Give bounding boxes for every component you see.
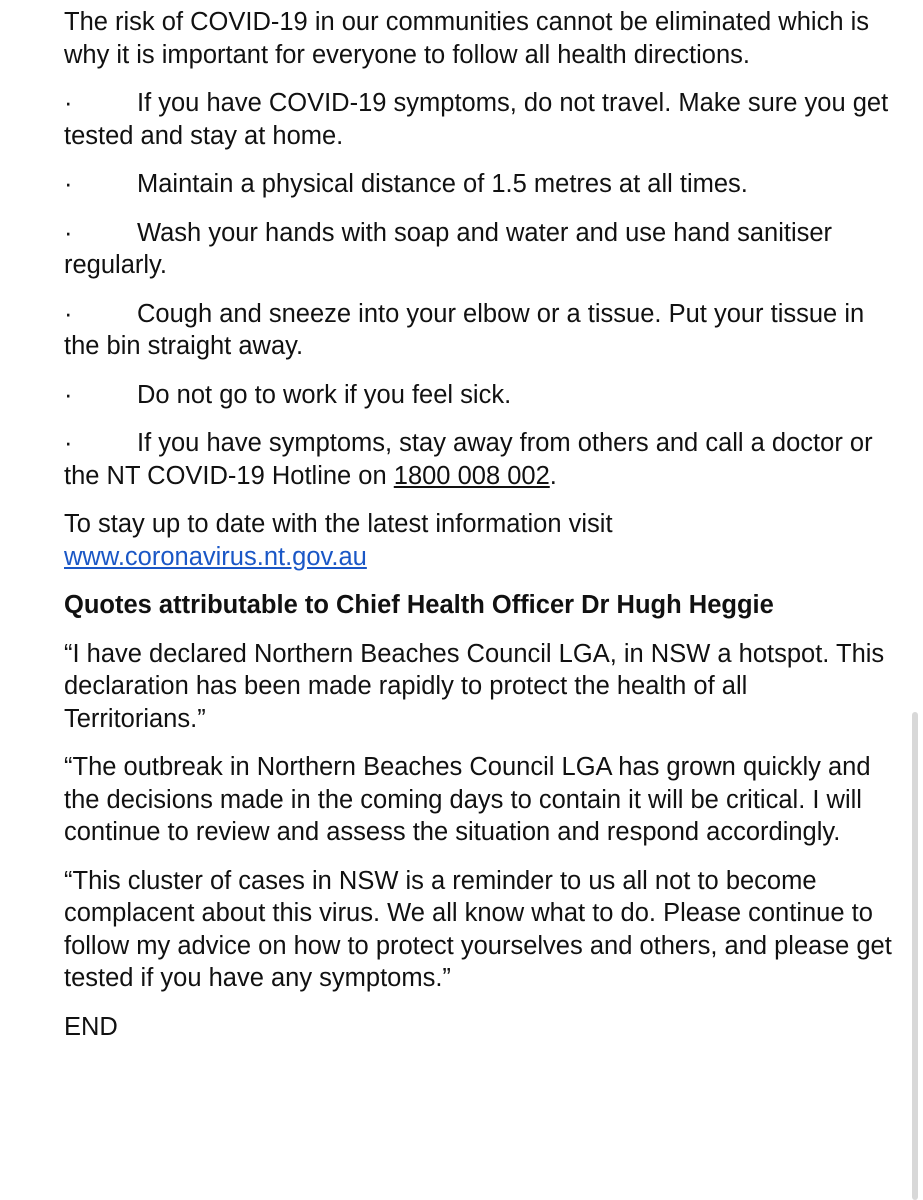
info-paragraph <box>64 508 894 573</box>
bullet-text: If you have COVID-19 symptoms, do not travel. Make sure you get tested and stay at home. <box>64 89 889 150</box>
vertical-scrollbar[interactable] <box>912 712 918 1200</box>
bullet-marker: · <box>64 380 73 409</box>
bullet-marker: · <box>64 429 73 457</box>
bullet-text: Maintain a physical distance of 1.5 metres at all times. <box>137 170 748 198</box>
bullet-end-punctuation: . <box>549 461 557 490</box>
bullet-marker: · <box>64 218 73 247</box>
bullet-item <box>64 217 894 282</box>
intro-paragraph: The risk of COVID-19 in our communities cannot be eliminated which is why it is important for everyone to follow all health directions. <box>64 8 870 69</box>
bullet-item <box>64 87 894 152</box>
website-link[interactable]: www.coronavirus.nt.gov.au <box>64 542 367 571</box>
quote-paragraph: “I have declared Northern Beaches Council LGA, in NSW a hotspot. This declaration has been made rapidly to protect the health of all Territorians.” <box>64 639 885 733</box>
end-marker: END <box>64 1012 118 1041</box>
bullet-text: Do not go to work if you feel sick. <box>137 380 512 409</box>
bullet-item-hotline <box>64 427 894 492</box>
bullet-text: Wash your hands with soap and water and use hand sanitiser regularly. <box>64 218 833 279</box>
bullet-marker: · <box>64 299 73 328</box>
quote-paragraph: “The outbreak in Northern Beaches Council LGA has grown quickly and the decisions made in the coming days to contain it will be critical. I will continue to review and assess the situation and respond accordingly. <box>64 753 871 846</box>
bullet-text: If you have symptoms, stay away from others and call a doctor or the NT COVID-19 Hotline on <box>64 429 873 490</box>
info-text: To stay up to date with the latest information visit <box>64 510 613 538</box>
quote-paragraph: “This cluster of cases in NSW is a reminder to us all not to become complacent about this virus. We all know what to do. Please continue to follow my advice on how to protect yourselves and others, and please get tested if you have any symptoms.” <box>64 866 892 992</box>
bullet-marker: · <box>64 89 73 117</box>
hotline-phone-link[interactable]: 1800 008 002 <box>393 461 550 490</box>
bullet-item <box>64 379 894 412</box>
quotes-heading: Quotes attributable to Chief Health Officer Dr Hugh Heggie <box>64 591 774 619</box>
bullet-item <box>64 168 894 201</box>
bullet-marker: · <box>64 170 73 198</box>
bullet-text: Cough and sneeze into your elbow or a tissue. Put your tissue in the bin straight away. <box>64 299 865 360</box>
bullet-item <box>64 298 894 363</box>
document-body <box>64 6 894 1059</box>
